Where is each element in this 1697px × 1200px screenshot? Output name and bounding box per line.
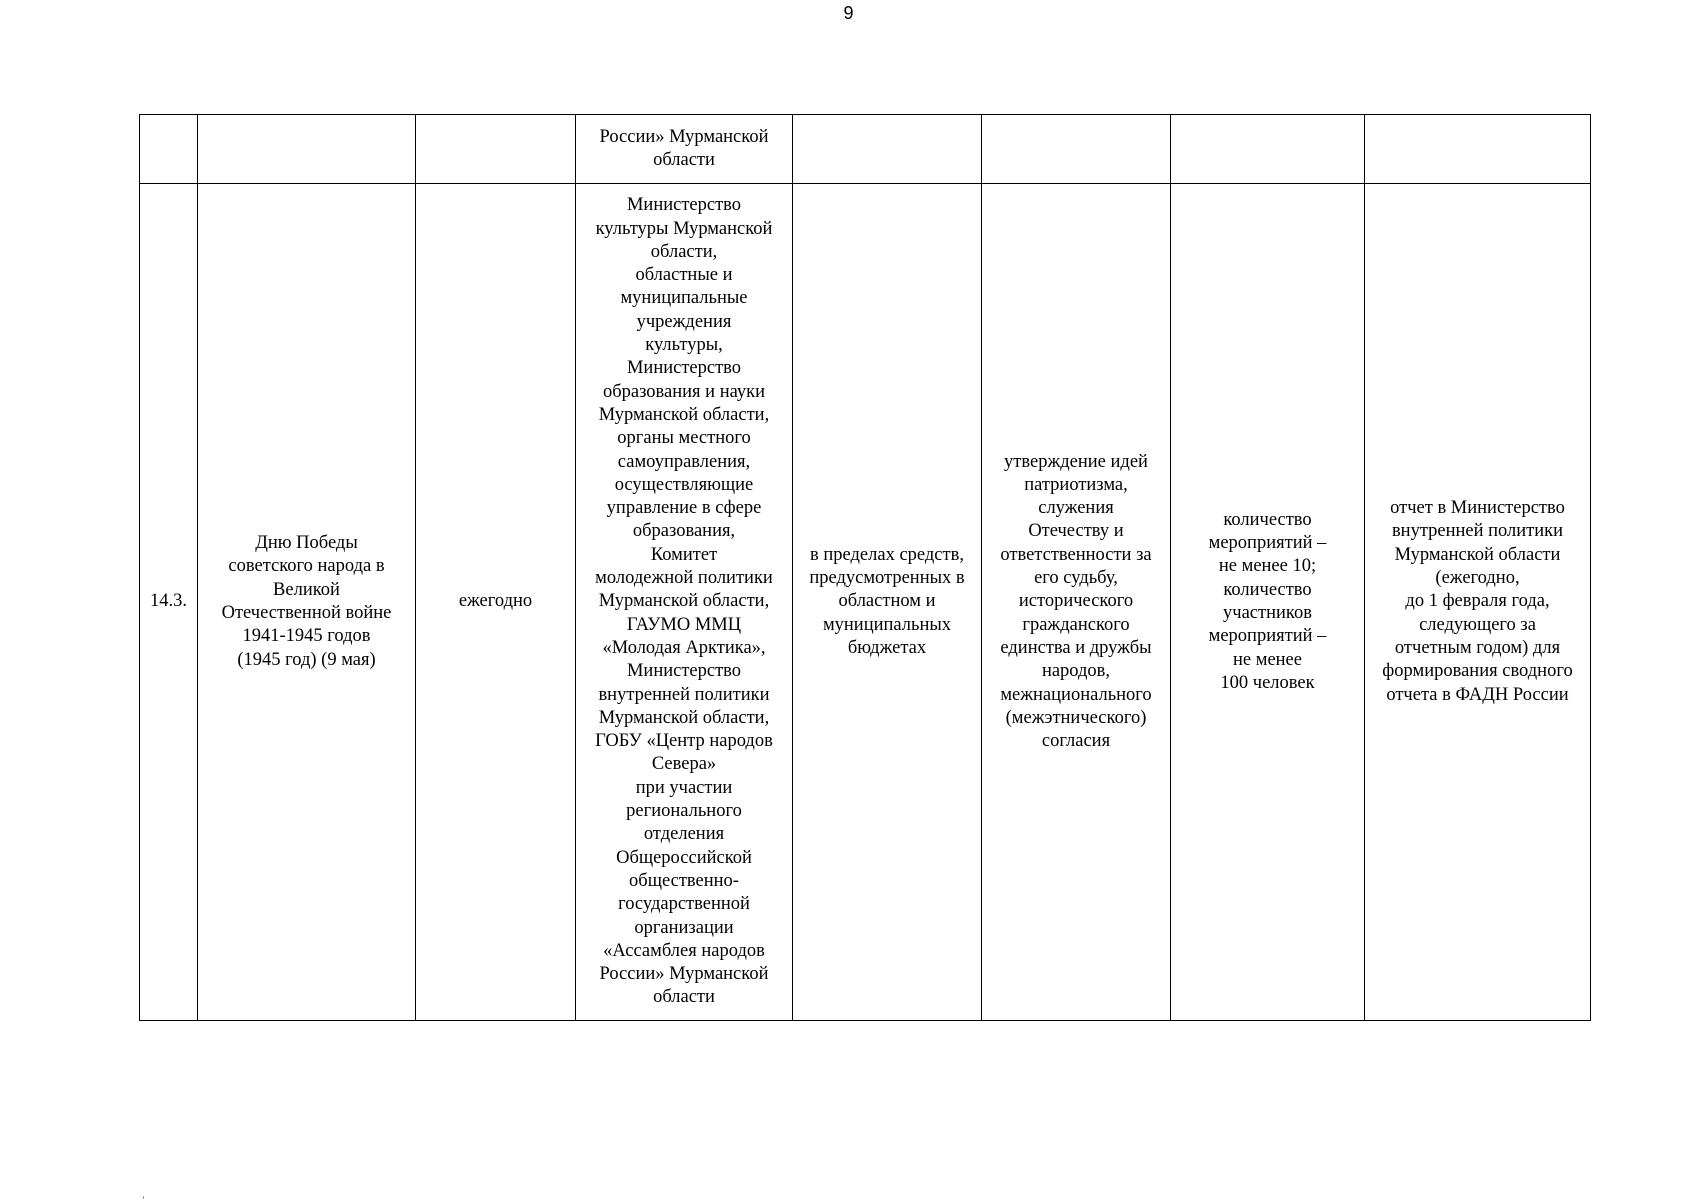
cell-indicators [1171,115,1365,184]
table-row [140,115,1591,184]
page-number: 9 [843,3,854,23]
cell-number: 14.3. [140,184,198,1021]
cell-number [140,115,198,184]
cell-indicators: количество мероприятий – не менее 10; количество участников мероприятий – не менее 100 человек [1171,184,1365,1021]
cell-goal: утверждение идей патриотизма, служения Отечеству и ответственности за его судьбу, исторического гражданского единства и дружбы народов, межнационального (межэтнического) согласия [982,184,1171,1021]
table-row [140,184,1591,1021]
cell-period: ежегодно [416,184,576,1021]
cell-executors: России» Мурманской области [576,115,793,184]
cell-funding [793,115,982,184]
scan-mark [143,1196,144,1199]
cell-executors: Министерство культуры Мурманской области, областные и муниципальные учреждения культуры, Министерство образования и науки Мурманской области, органы местного самоуправления, осуществляющие управление в сфере образования, Комитет молодежной политики Мурманской области, ГАУМО ММЦ «Молодая Арктика», Министерство внутренней политики Мурманской области, ГОБУ «Центр народов Севера» при участии регионального отделения Общероссийской общественно- государственной организации «Ассамблея народов России» Мурманской области [576,184,793,1021]
cell-funding: в пределах средств, предусмотренных в областном и муниципальных бюджетах [793,184,982,1021]
cell-goal [982,115,1171,184]
cell-reporting [1365,115,1591,184]
cell-reporting: отчет в Министерство внутренней политики Мурманской области (ежегодно, до 1 февраля года, следующего за отчетным годом) для формирования сводного отчета в ФАДН России [1365,184,1591,1021]
cell-period [416,115,576,184]
cell-event [198,115,416,184]
cell-event: Дню Победы советского народа в Великой Отечественной войне 1941-1945 годов (1945 год) (9 мая) [198,184,416,1021]
measures-table [139,114,1591,1021]
